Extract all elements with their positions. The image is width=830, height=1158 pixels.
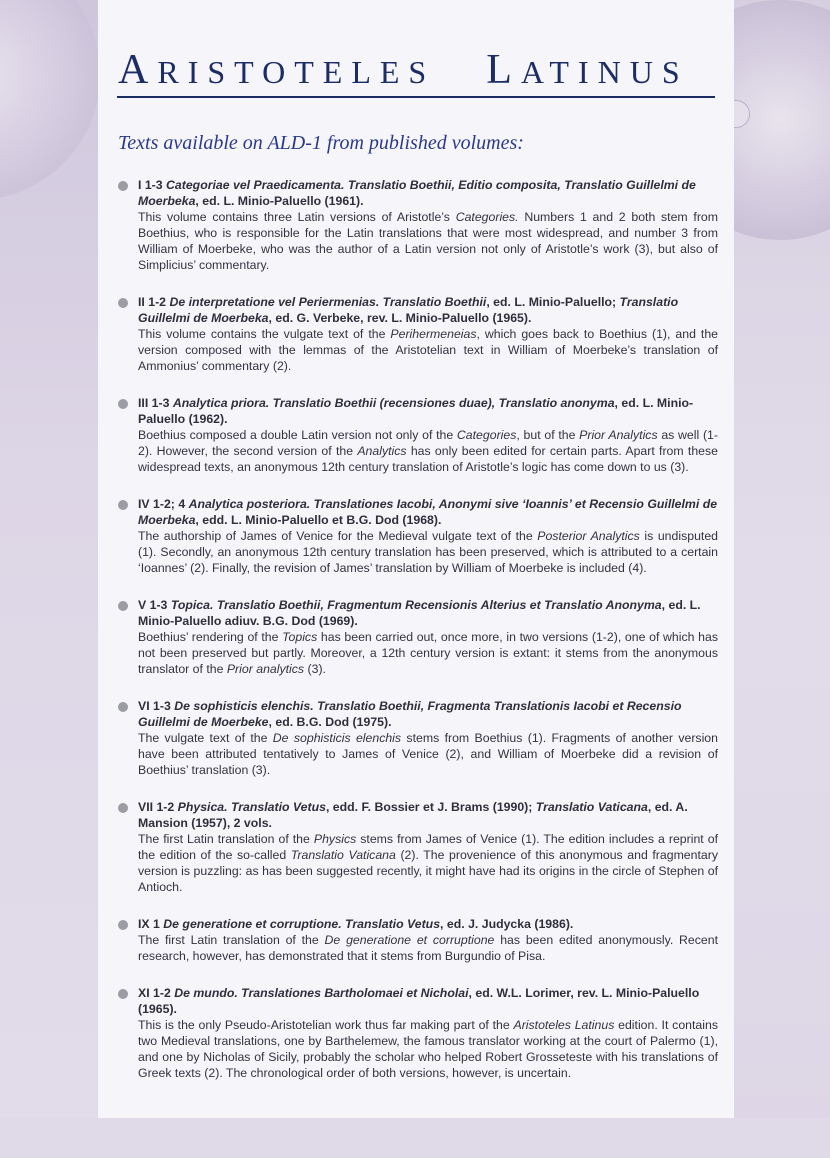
bullet-icon xyxy=(118,181,128,191)
description-segment: Posterior Analytics xyxy=(537,529,640,543)
bullet-icon xyxy=(118,702,128,712)
description-segment: Topics xyxy=(282,630,318,644)
volume-entry xyxy=(118,698,718,778)
page-title: ARISTOTELES LATINUS xyxy=(118,47,689,93)
heading-segment: IX 1 xyxy=(138,917,164,931)
description-segment: (3). xyxy=(304,662,326,676)
background-bottom-band xyxy=(0,1118,830,1158)
heading-segment: V 1-3 xyxy=(138,598,171,612)
volume-description xyxy=(138,528,718,576)
description-segment: stems from Boethius (1). Fragments of another version have been attributed tentatively to James of Venice (2), and William of Moerbeke did a revision of Boethius’ translation (3). xyxy=(138,731,718,777)
description-segment: (2). The provenience of this anonymous and fragmentary version is puzzling: as has been suggested recently, it might have had its origins in the circle of Stephen of Antioch. xyxy=(138,848,718,894)
heading-segment: , ed. L. Minio-Paluello (1961). xyxy=(195,194,364,208)
heading-segment: II 1-2 xyxy=(138,295,170,309)
description-segment: This is the only Pseudo-Aristotelian work thus far making part of the xyxy=(138,1018,514,1032)
description-segment: Categories xyxy=(456,428,517,442)
heading-segment: De mundo. Translationes Bartholomaei et Nicholai xyxy=(174,986,469,1000)
heading-segment: I 1-3 xyxy=(138,178,167,192)
heading-segment: Categoriae vel Praedicamenta. Translatio Boethii, Editio composita, Translatio Guillelmi de Moerbeka xyxy=(138,178,696,208)
heading-segment: VI 1-3 xyxy=(138,699,175,713)
volume-description xyxy=(138,209,718,273)
description-segment: Analytics xyxy=(357,444,407,458)
heading-segment: Analytica posteriora. Translationes Iacobi, Anonymi sive ‘Ioannis’ et Recensio Guillelmi de Moerbeka xyxy=(138,497,718,527)
description-segment: has been edited anonymously. Recent research, however, has demonstrated that it stems from Burgundio of Pisa. xyxy=(138,933,719,963)
heading-segment: De generatione et corruptione. Translatio Vetus xyxy=(163,917,441,931)
heading-segment: , ed. L. Minio-Paluello; xyxy=(486,295,620,309)
volume-entry xyxy=(118,395,718,475)
heading-segment: , ed. G. Verbeke, rev. L. Minio-Paluello (1965). xyxy=(268,311,532,325)
heading-segment: De sophisticis elenchis. Translatio Boethii, Fragmenta Translationis Iacobi et Recensio Guillelmi de Moerbeke xyxy=(138,699,682,729)
description-segment: Aristoteles Latinus xyxy=(513,1018,615,1032)
volume-entry xyxy=(118,177,718,273)
description-segment: The first Latin translation of the xyxy=(138,933,325,947)
description-segment: This volume contains three Latin versions of Aristotle’s xyxy=(138,210,456,224)
bullet-icon xyxy=(118,920,128,930)
description-segment: The vulgate text of the xyxy=(138,731,273,745)
heading-segment: Physica. Translatio Vetus xyxy=(177,800,326,814)
description-segment: This volume contains the vulgate text of the xyxy=(138,327,391,341)
volume-entry xyxy=(118,916,718,964)
heading-segment: , edd. F. Bossier et J. Brams (1990); xyxy=(325,800,536,814)
volume-description xyxy=(138,326,718,374)
heading-segment: , ed. W.L. Lorimer, rev. L. Minio-Paluello (1965). xyxy=(138,986,700,1016)
heading-segment: VII 1-2 xyxy=(138,800,178,814)
bullet-icon xyxy=(118,989,128,999)
volume-description xyxy=(138,1017,718,1081)
bullet-icon xyxy=(118,298,128,308)
description-segment: Boethius composed a double Latin version not only of the xyxy=(138,428,457,442)
description-segment: , which goes back to Boethius (1), and the version composed with the lemmas of the Aristotelian text in William of Moerbeke’s translation of Ammonius’ commentary (2). xyxy=(138,327,719,373)
description-segment: Numbers 1 and 2 both stem from Boethius, who is responsible for the Latin translations that were most widespread, and number 3 from William of Moerbeke, who was the author of a Latin version not only of Aristotle’s work (3), but also of Simplicius’ commentary. xyxy=(138,210,718,272)
description-segment: Translatio Vaticana xyxy=(290,848,396,862)
description-segment: , but of the xyxy=(516,428,580,442)
title-rule xyxy=(117,96,715,98)
volume-entry xyxy=(118,294,718,374)
description-segment: as well (1-2). However, the second version of the xyxy=(138,428,718,458)
description-segment: De sophisticis elenchis xyxy=(272,731,402,745)
description-segment: has been carried out, once more, in two versions (1-2), one of which has not been preserved but partly. Moreover, a 12th century version is extant: it stems from the anonymous translator of the xyxy=(138,630,718,676)
heading-segment: , edd. L. Minio-Paluello et B.G. Dod (1968). xyxy=(195,513,442,527)
heading-segment: Translatio Vaticana xyxy=(535,800,648,814)
page-subtitle: Texts available on ALD-1 from published volumes: xyxy=(118,132,524,154)
bullet-icon xyxy=(118,500,128,510)
heading-segment: Translatio Guillelmi de Moerbeka xyxy=(138,295,679,325)
heading-segment: III 1-3 xyxy=(138,396,173,410)
description-segment: Physics xyxy=(313,832,357,846)
heading-segment: , ed. L. Minio-Paluello adiuv. B.G. Dod (1969). xyxy=(138,598,701,628)
heading-segment: XI 1-2 xyxy=(138,986,175,1000)
volume-entry xyxy=(118,597,718,677)
description-segment: Categories. xyxy=(455,210,519,224)
heading-segment: , ed. A. Mansion (1957), 2 vols. xyxy=(138,800,688,830)
volume-entry xyxy=(118,496,718,576)
volume-description xyxy=(138,932,718,964)
description-segment: The first Latin translation of the xyxy=(138,832,314,846)
description-segment: Prior analytics xyxy=(226,662,305,676)
volume-entry xyxy=(118,985,718,1081)
volume-heading xyxy=(138,799,718,831)
heading-segment: De interpretatione vel Periermenias. Translatio Boethii xyxy=(169,295,487,309)
description-segment: Prior Analytics xyxy=(579,428,658,442)
volume-entry xyxy=(118,799,718,895)
bullet-icon xyxy=(118,399,128,409)
heading-segment: Analytica priora. Translatio Boethii (recensiones duae), Translatio anonyma xyxy=(172,396,615,410)
bullet-icon xyxy=(118,601,128,611)
bullet-icon xyxy=(118,803,128,813)
description-segment: has only been edited for certain parts. Apart from these widespread texts, an anonymous 12th century translation of Aristotle’s logic has come down to us (3). xyxy=(138,444,719,474)
heading-segment: , ed. B.G. Dod (1975). xyxy=(268,715,392,729)
description-segment: edition. It contains two Medieval translations, one by Barthelemew, the famous translator working at the court of Palermo (1), and one by Nicholas of Sicily, probably the scholar who helped Robert Grosseteste with his translations of Greek texts (2). The chronological order of both versions, however, is uncertain. xyxy=(138,1018,718,1080)
volume-heading xyxy=(138,294,718,326)
description-segment: De generatione et corruptione xyxy=(324,933,495,947)
volume-description xyxy=(138,427,718,475)
volume-heading xyxy=(138,496,718,528)
volume-heading xyxy=(138,395,718,427)
heading-segment: , ed. L. Minio-Paluello (1962). xyxy=(138,396,694,426)
volume-heading xyxy=(138,916,718,932)
heading-segment: Topica. Translatio Boethii, Fragmentum Recensionis Alterius et Translatio Anonyma xyxy=(170,598,662,612)
heading-segment: , ed. J. Judycka (1986). xyxy=(440,917,574,931)
volume-description xyxy=(138,831,718,895)
volume-description xyxy=(138,629,718,677)
heading-segment: IV 1-2; 4 xyxy=(138,497,189,511)
volume-list xyxy=(118,177,718,1081)
description-segment: stems from James of Venice (1). The edition includes a reprint of the edition of the so-called xyxy=(138,832,718,862)
description-segment: Perihermeneias xyxy=(390,327,477,341)
volume-description xyxy=(138,730,718,778)
description-segment: The authorship of James of Venice for the Medieval vulgate text of the xyxy=(138,529,538,543)
volume-heading xyxy=(138,985,718,1017)
volume-heading xyxy=(138,698,718,730)
volume-heading xyxy=(138,597,718,629)
description-segment: is undisputed (1). Secondly, an anonymous 12th century translation has been preserved, which is attributed to a certain ‘Ioannes’ (2). Finally, the revision of James’ translation by William of Moerbeke is included (4). xyxy=(138,529,719,575)
description-segment: Boethius’ rendering of the xyxy=(138,630,283,644)
volume-heading xyxy=(138,177,718,209)
